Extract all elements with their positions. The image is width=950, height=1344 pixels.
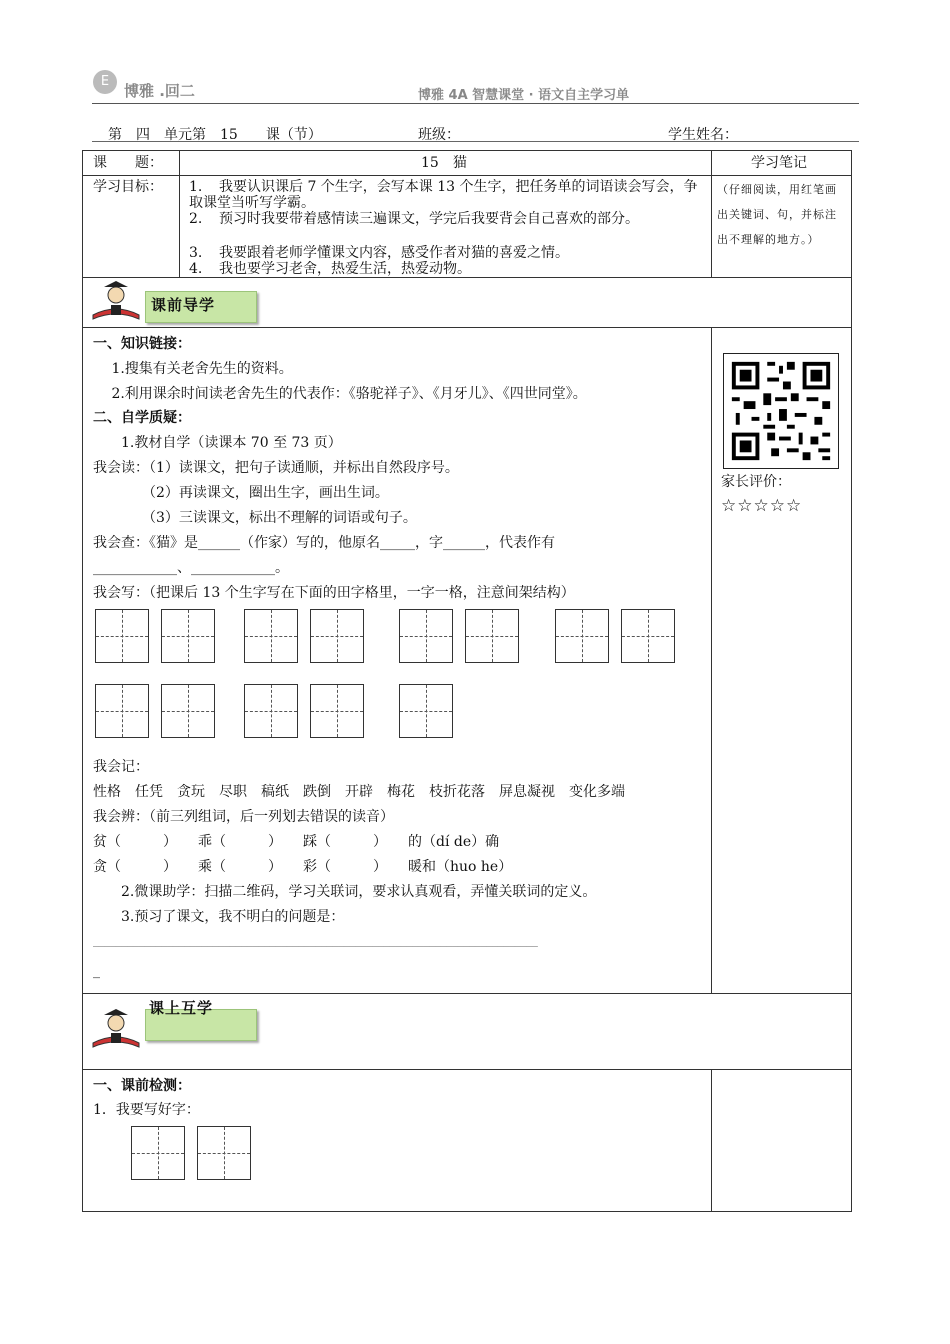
character-grid[interactable] [399, 609, 453, 663]
row-divider [83, 277, 851, 278]
content-line: 我会写：（把课后 13 个生字写在下面的田字格里，一字一格，注意间架结构） [93, 585, 575, 601]
topic-value: 15 猫 [421, 155, 467, 171]
self-study-heading: 二、自学质疑： [93, 410, 191, 426]
goal-item [189, 261, 709, 277]
content-line: 2.利用课余时间读老舍先生的代表作：《骆驼祥子》、《月牙儿》、《四世同堂》。 [93, 386, 587, 402]
character-grid[interactable] [244, 684, 298, 738]
character-grid[interactable] [621, 609, 675, 663]
memorize-label: 我会记： [93, 759, 149, 775]
micro-lesson-item: 2.微课助学：扫描二维码，学习关联词，要求认真观看，弄懂关联词的定义。 [93, 884, 597, 900]
distinguish-row: 贫（ ） 乖（ ） 踩（ ） 的（dí de）确 [93, 834, 500, 850]
distinguish-label: 我会辨：（前三列组词，后一列划去错误的读音） [93, 809, 394, 825]
character-grid[interactable] [555, 609, 609, 663]
character-grid[interactable] [244, 609, 298, 663]
write-well-label: 1．我要写好字： [93, 1102, 200, 1118]
content-line: 1.搜集有关老舍先生的资料。 [93, 361, 293, 377]
header-divider [92, 103, 859, 104]
goal-number: 4. [189, 261, 203, 277]
character-grid[interactable] [161, 684, 215, 738]
sheet-title: 博雅 4A 智慧课堂 · 语文自主学习单 [418, 88, 630, 103]
col-divider [711, 1069, 712, 1211]
row-divider [83, 993, 851, 994]
content-line: 我会读：（1）读课文，把句子读通顺，并标出自然段序号。 [93, 460, 459, 476]
meta-underline [92, 141, 859, 142]
character-grid[interactable] [197, 1126, 251, 1180]
character-grid[interactable] [131, 1126, 185, 1180]
character-grid[interactable] [465, 609, 519, 663]
vocabulary-words: 性格 任凭 贪玩 尽职 稿纸 跌倒 开辟 梅花 枝折花落 屏息凝视 变化多端 [93, 784, 625, 800]
section-title-in-class: 课上互学 [149, 999, 214, 1017]
character-grid[interactable] [95, 684, 149, 738]
parent-evaluation-label: 家长评价： [721, 474, 791, 490]
topic-label: 课 题： [93, 155, 163, 171]
goal-text: 预习时我要带着感情读三遍课文，学完后我要背会自己喜欢的部分。 [219, 211, 639, 227]
unit-lesson-info: 第 四 单元第 15 课（节） [108, 127, 322, 143]
goals-label: 学习目标： [93, 179, 163, 195]
trailing-mark: _ [93, 963, 100, 979]
character-grid[interactable] [161, 609, 215, 663]
content-line: 1.教材自学（读课本 70 至 73 页） [93, 435, 342, 451]
student-name-label: 学生姓名： [668, 127, 738, 143]
goal-text: 我要跟着老师学懂课文内容，感受作者对猫的喜爱之情。 [219, 245, 569, 261]
class-label: 班级： [418, 127, 460, 143]
study-sheet-table [82, 150, 852, 1212]
content-line: ____________、____________。 [93, 560, 289, 576]
brand-logo-icon: E [93, 70, 117, 94]
col-divider [711, 327, 712, 993]
character-grid[interactable] [310, 684, 364, 738]
goal-item [189, 245, 709, 261]
row-divider [83, 175, 851, 176]
star-rating[interactable]: ☆☆☆☆☆ [721, 496, 803, 516]
content-line: （3）三读课文，标出不理解的词语或句子。 [93, 510, 417, 526]
goal-number: 3. [189, 245, 203, 261]
answer-line[interactable]: ______________________________________________________________________________ [93, 933, 538, 947]
notes-hint: （仔细阅读，用红笔画出关键词、句，并标注出不理解的地方。） [717, 183, 837, 246]
row-divider [83, 327, 851, 328]
pre-class-check-heading: 一、课前检测： [93, 1078, 191, 1094]
knowledge-link-heading: 一、知识链接： [93, 336, 191, 352]
question-item: 3.预习了课文，我不明白的问题是： [93, 909, 345, 925]
goal-number: 1. [189, 179, 203, 195]
goal-item [189, 179, 709, 211]
character-grid[interactable] [399, 684, 453, 738]
section-title-preview: 课前导学 [151, 296, 216, 314]
row-divider [83, 1069, 851, 1070]
goal-text: 我要认识课后 7 个生字，会写本课 13 个生字，把任务单的词语读会写会，争取课堂当听写学霸。 [189, 179, 698, 211]
content-line: （2）再读课文，圈出生字，画出生词。 [93, 485, 389, 501]
character-grid[interactable] [95, 609, 149, 663]
character-grid[interactable] [310, 609, 364, 663]
reading-figure-icon [91, 281, 141, 321]
goal-text: 我也要学习老舍，热爱生活，热爱动物。 [219, 261, 471, 277]
brand-name: 博雅 .回二 [124, 82, 195, 100]
distinguish-row: 贪（ ） 乘（ ） 彩（ ） 暖和（huo he） [93, 859, 513, 875]
goal-item [189, 211, 709, 227]
qr-code-icon [723, 353, 839, 469]
reading-figure-icon [91, 1009, 141, 1049]
content-line: 我会查：《猫》是______（作家）写的，他原名_____，字______，代表作有 [93, 535, 555, 551]
col-divider [711, 151, 712, 277]
goal-number: 2. [189, 211, 203, 227]
notes-header: 学习笔记 [751, 155, 807, 171]
col-divider [179, 151, 180, 277]
